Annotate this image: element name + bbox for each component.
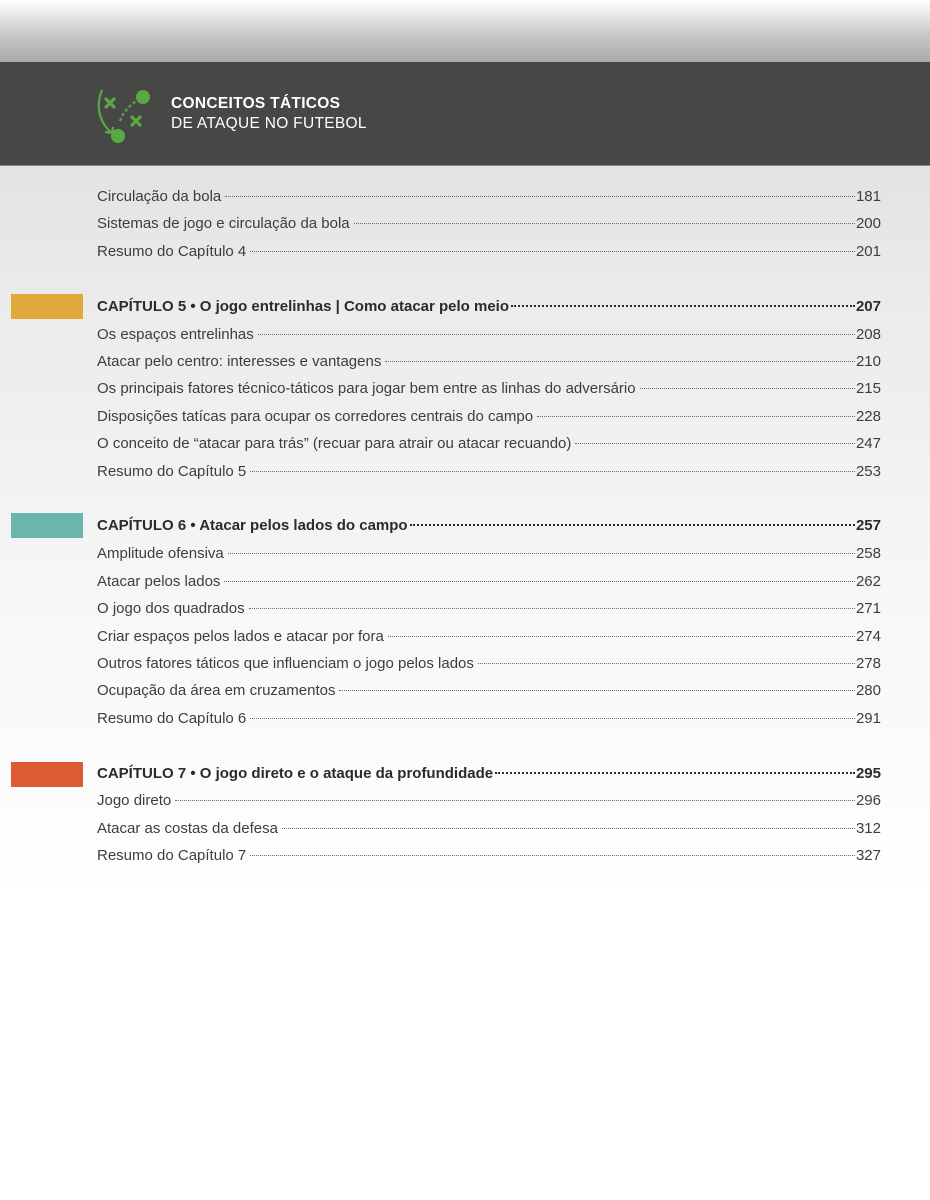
toc-entry-page: 208	[855, 326, 881, 343]
dot-leader	[250, 718, 855, 719]
toc-entry-title: Os principais fatores técnico-táticos para jogar bem entre as linhas do adversário	[97, 380, 636, 397]
toc-entry-page: 210	[855, 353, 881, 370]
toc-entry[interactable]	[97, 378, 881, 400]
dot-leader	[354, 223, 855, 224]
toc-entry-page: 215	[855, 380, 881, 397]
toc-chapter-7[interactable]	[97, 763, 881, 785]
toc-entry-title: Atacar as costas da defesa	[97, 820, 278, 837]
dot-leader	[385, 361, 855, 362]
chapter-6-color-marker	[11, 513, 83, 538]
toc-chapter-6[interactable]	[97, 515, 881, 537]
dot-leader	[388, 636, 855, 637]
dot-leader	[225, 196, 855, 197]
toc-entry-title: Sistemas de jogo e circulação da bola	[97, 215, 350, 232]
toc-entry-title: Atacar pelo centro: interesses e vantagens	[97, 353, 382, 370]
toc-entry-title: O conceito de “atacar para trás” (recuar para atrair ou atacar recuando)	[97, 435, 572, 452]
dot-leader	[249, 608, 855, 609]
toc-entry-page: 253	[855, 463, 881, 480]
toc-entry[interactable]	[97, 571, 881, 593]
toc-entry[interactable]	[97, 653, 881, 675]
toc-entry[interactable]	[97, 790, 881, 812]
toc-entry[interactable]	[97, 543, 881, 565]
toc-entry[interactable]	[97, 708, 881, 730]
toc-entry[interactable]	[97, 680, 881, 702]
toc-entry-title: Resumo do Capítulo 7	[97, 847, 247, 864]
toc-entry-page: 247	[855, 435, 881, 452]
toc-entry[interactable]	[97, 598, 881, 620]
toc-chapter-title: CAPÍTULO 6 • Atacar pelos lados do campo	[97, 517, 408, 534]
toc-entry-title: Resumo do Capítulo 5	[97, 463, 247, 480]
toc-entry[interactable]	[97, 241, 881, 263]
toc-entry-page: 278	[855, 655, 881, 672]
toc-entry-page: 291	[855, 710, 881, 727]
toc-entry-title: Os espaços entrelinhas	[97, 326, 254, 343]
toc-entry-title: Ocupação da área em cruzamentos	[97, 682, 336, 699]
toc-entry[interactable]	[97, 461, 881, 483]
toc-entry-title: Jogo direto	[97, 792, 172, 809]
toc-entry-page: 228	[855, 408, 881, 425]
toc-entry[interactable]	[97, 324, 881, 346]
toc-entry[interactable]	[97, 406, 881, 428]
chapter-7-color-marker	[11, 762, 83, 787]
toc-entry-title: Atacar pelos lados	[97, 573, 221, 590]
toc-entry[interactable]	[97, 818, 881, 840]
toc-entry-page: 271	[855, 600, 881, 617]
toc-entry[interactable]	[97, 351, 881, 373]
toc-chapter-page: 207	[855, 298, 881, 315]
dot-leader	[228, 553, 855, 554]
toc-entry-page: 262	[855, 573, 881, 590]
toc-entry-title: Resumo do Capítulo 4	[97, 243, 247, 260]
toc-entry[interactable]	[97, 186, 881, 208]
dot-leader	[250, 471, 855, 472]
toc-entry-title: Disposições tatícas para ocupar os corredores centrais do campo	[97, 408, 534, 425]
dot-leader	[478, 663, 855, 664]
dot-leader	[339, 690, 855, 691]
toc-chapter-title: CAPÍTULO 5 • O jogo entrelinhas | Como atacar pelo meio	[97, 298, 510, 315]
dot-leader	[224, 581, 855, 582]
toc-entry-page: 181	[855, 188, 881, 205]
toc-chapter-page: 295	[855, 765, 881, 782]
dot-leader	[250, 855, 855, 856]
book-title-line1: CONCEITOS TÁTICOS	[171, 95, 341, 112]
toc-entry-title: O jogo dos quadrados	[97, 600, 245, 617]
toc-entry-page: 280	[855, 682, 881, 699]
toc-entry-title: Amplitude ofensiva	[97, 545, 224, 562]
toc-chapter-page: 257	[855, 517, 881, 534]
toc-entry-title: Criar espaços pelos lados e atacar por fora	[97, 628, 384, 645]
toc-entry[interactable]	[97, 845, 881, 867]
dot-leader	[250, 251, 855, 252]
dot-leader	[495, 772, 855, 774]
toc-entry-title: Outros fatores táticos que influenciam o jogo pelos lados	[97, 655, 474, 672]
dot-leader	[175, 800, 855, 801]
toc-entry-title: Circulação da bola	[97, 188, 222, 205]
toc-entry-page: 296	[855, 792, 881, 809]
toc-chapter-title: CAPÍTULO 7 • O jogo direto e o ataque da profundidade	[97, 765, 494, 782]
dot-leader	[575, 443, 855, 444]
toc-entry-page: 312	[855, 820, 881, 837]
toc-entry-page: 200	[855, 215, 881, 232]
toc-entry-page: 274	[855, 628, 881, 645]
book-title-line2: DE ATAQUE NO FUTEBOL	[171, 115, 367, 132]
toc-entry[interactable]	[97, 213, 881, 235]
toc-entry-title: Resumo do Capítulo 6	[97, 710, 247, 727]
toc-entry[interactable]	[97, 433, 881, 455]
chapter-5-color-marker	[11, 294, 83, 319]
toc-chapter-5[interactable]	[97, 296, 881, 318]
dot-leader	[282, 828, 855, 829]
dot-leader	[410, 524, 855, 526]
dot-leader	[511, 305, 855, 307]
toc-entry-page: 258	[855, 545, 881, 562]
dot-leader	[537, 416, 855, 417]
toc-entry-page: 201	[855, 243, 881, 260]
dot-leader	[258, 334, 855, 335]
toc-entry-page: 327	[855, 847, 881, 864]
toc-entry[interactable]	[97, 626, 881, 648]
dot-leader	[640, 388, 855, 389]
